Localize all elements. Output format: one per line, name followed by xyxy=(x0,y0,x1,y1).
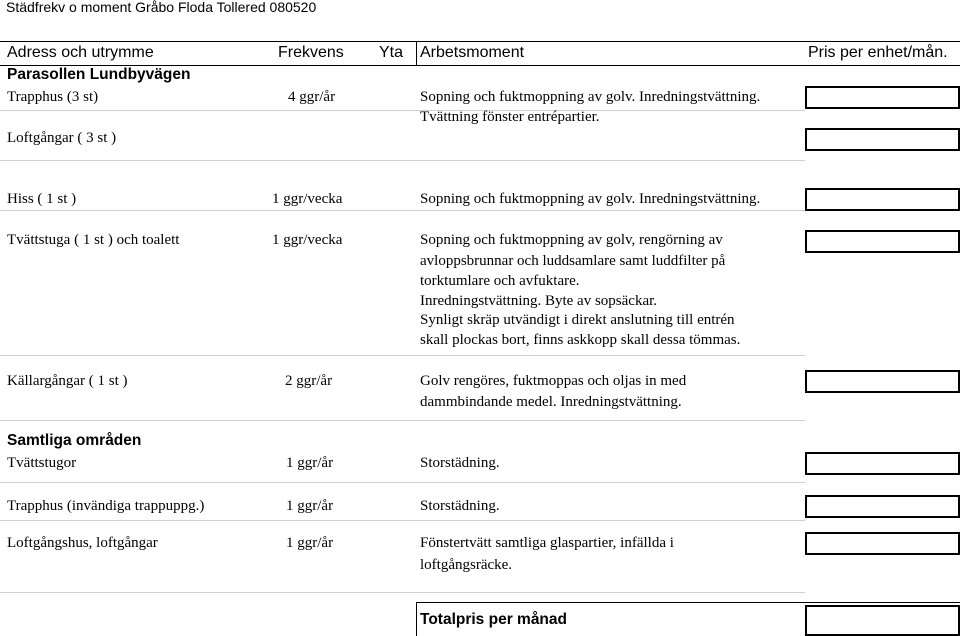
row-name-loftgangshus: Loftgångshus, loftgångar xyxy=(7,535,158,551)
price-cell-trapphus[interactable] xyxy=(805,86,960,109)
row-freq-loftgangshus: 1 ggr/år xyxy=(286,535,334,551)
row-task-loftgangshus: Fönstertvätt samtliga glaspartier, infällda i xyxy=(420,535,674,551)
row-name-trapphus: Trapphus (3 st) xyxy=(7,89,99,105)
row-task-tvattstuga: Sopning och fuktmoppning av golv, rengörning av xyxy=(420,232,723,248)
row-name-tvattstugor: Tvättstugor xyxy=(7,455,77,471)
grid-line xyxy=(0,355,805,356)
row-task-tvattstuga: avloppsbrunnar och luddsamlare samt luddfilter på xyxy=(420,253,726,269)
row-task-trapphus: Sopning och fuktmoppning av golv. Inredningstvättning. xyxy=(420,89,761,105)
price-cell-tvattstugor[interactable] xyxy=(805,452,960,475)
row-task-tvattstugor: Storstädning. xyxy=(420,455,500,471)
row-freq-trapphus: 4 ggr/år xyxy=(288,89,336,105)
row-freq-kallargangar: 2 ggr/år xyxy=(285,373,333,389)
column-header-frequency: Frekvens xyxy=(278,44,344,61)
header-divider xyxy=(416,41,417,66)
row-freq-hiss: 1 ggr/vecka xyxy=(272,191,343,207)
price-cell-kallargangar[interactable] xyxy=(805,370,960,393)
header-top-border xyxy=(0,41,960,42)
grid-line xyxy=(0,520,805,521)
row-name-loftgangar: Loftgångar ( 3 st ) xyxy=(7,130,117,146)
row-task-trapphus: Tvättning fönster entrépartier. xyxy=(420,109,600,125)
column-header-tasks: Arbetsmoment xyxy=(420,44,525,61)
document-title: Städfrekv o moment Gråbo Floda Tollered 080520 xyxy=(6,0,317,15)
grid-line xyxy=(0,160,805,161)
column-header-price: Pris per enhet/mån. xyxy=(808,44,948,61)
row-task-kallargangar: Golv rengöres, fuktmoppas och oljas in med xyxy=(420,373,687,389)
row-name-kallargangar: Källargångar ( 1 st ) xyxy=(7,373,128,389)
row-task-tvattstuga: skall plockas bort, finns askkopp skall dessa tömmas. xyxy=(420,332,741,348)
grid-line xyxy=(0,110,805,111)
row-task-loftgangshus: loftgångsräcke. xyxy=(420,557,513,573)
grid-line xyxy=(0,592,805,593)
price-cell-hiss[interactable] xyxy=(805,188,960,211)
row-task-tvattstuga: Synligt skräp utvändigt i direkt anslutning till entrén xyxy=(420,312,735,328)
grid-line xyxy=(0,210,805,211)
row-freq-tvattstugor: 1 ggr/år xyxy=(286,455,334,471)
row-task-kallargangar: dammbindande medel. Inredningstvättning. xyxy=(420,394,682,410)
row-name-hiss: Hiss ( 1 st ) xyxy=(7,191,77,207)
section-heading-samtliga: Samtliga områden xyxy=(7,432,142,449)
column-header-address: Adress och utrymme xyxy=(7,44,154,61)
total-top-border xyxy=(416,602,960,603)
grid-line xyxy=(0,482,805,483)
grid-line xyxy=(0,420,805,421)
price-cell-trapphus-invandiga[interactable] xyxy=(805,495,960,518)
section-heading-parasollen: Parasollen Lundbyvägen xyxy=(7,66,191,83)
row-name-trapphus-invandiga: Trapphus (invändiga trappuppg.) xyxy=(7,498,205,514)
total-left-border xyxy=(416,602,417,636)
price-cell-loftgangshus[interactable] xyxy=(805,532,960,555)
row-task-trapphus-invandiga: Storstädning. xyxy=(420,498,500,514)
row-freq-tvattstuga: 1 ggr/vecka xyxy=(272,232,343,248)
total-label: Totalpris per månad xyxy=(420,611,567,628)
row-task-tvattstuga: Inredningstvättning. Byte av sopsäckar. xyxy=(420,293,658,309)
row-task-hiss: Sopning och fuktmoppning av golv. Inredningstvättning. xyxy=(420,191,761,207)
row-freq-trapphus-invandiga: 1 ggr/år xyxy=(286,498,334,514)
column-header-area: Yta xyxy=(379,44,404,61)
price-cell-loftgangar[interactable] xyxy=(805,128,960,151)
price-cell-tvattstuga[interactable] xyxy=(805,230,960,253)
price-cell-total[interactable] xyxy=(805,605,960,636)
row-task-tvattstuga: torktumlare och avfuktare. xyxy=(420,273,580,289)
row-name-tvattstuga: Tvättstuga ( 1 st ) och toalett xyxy=(7,232,180,248)
